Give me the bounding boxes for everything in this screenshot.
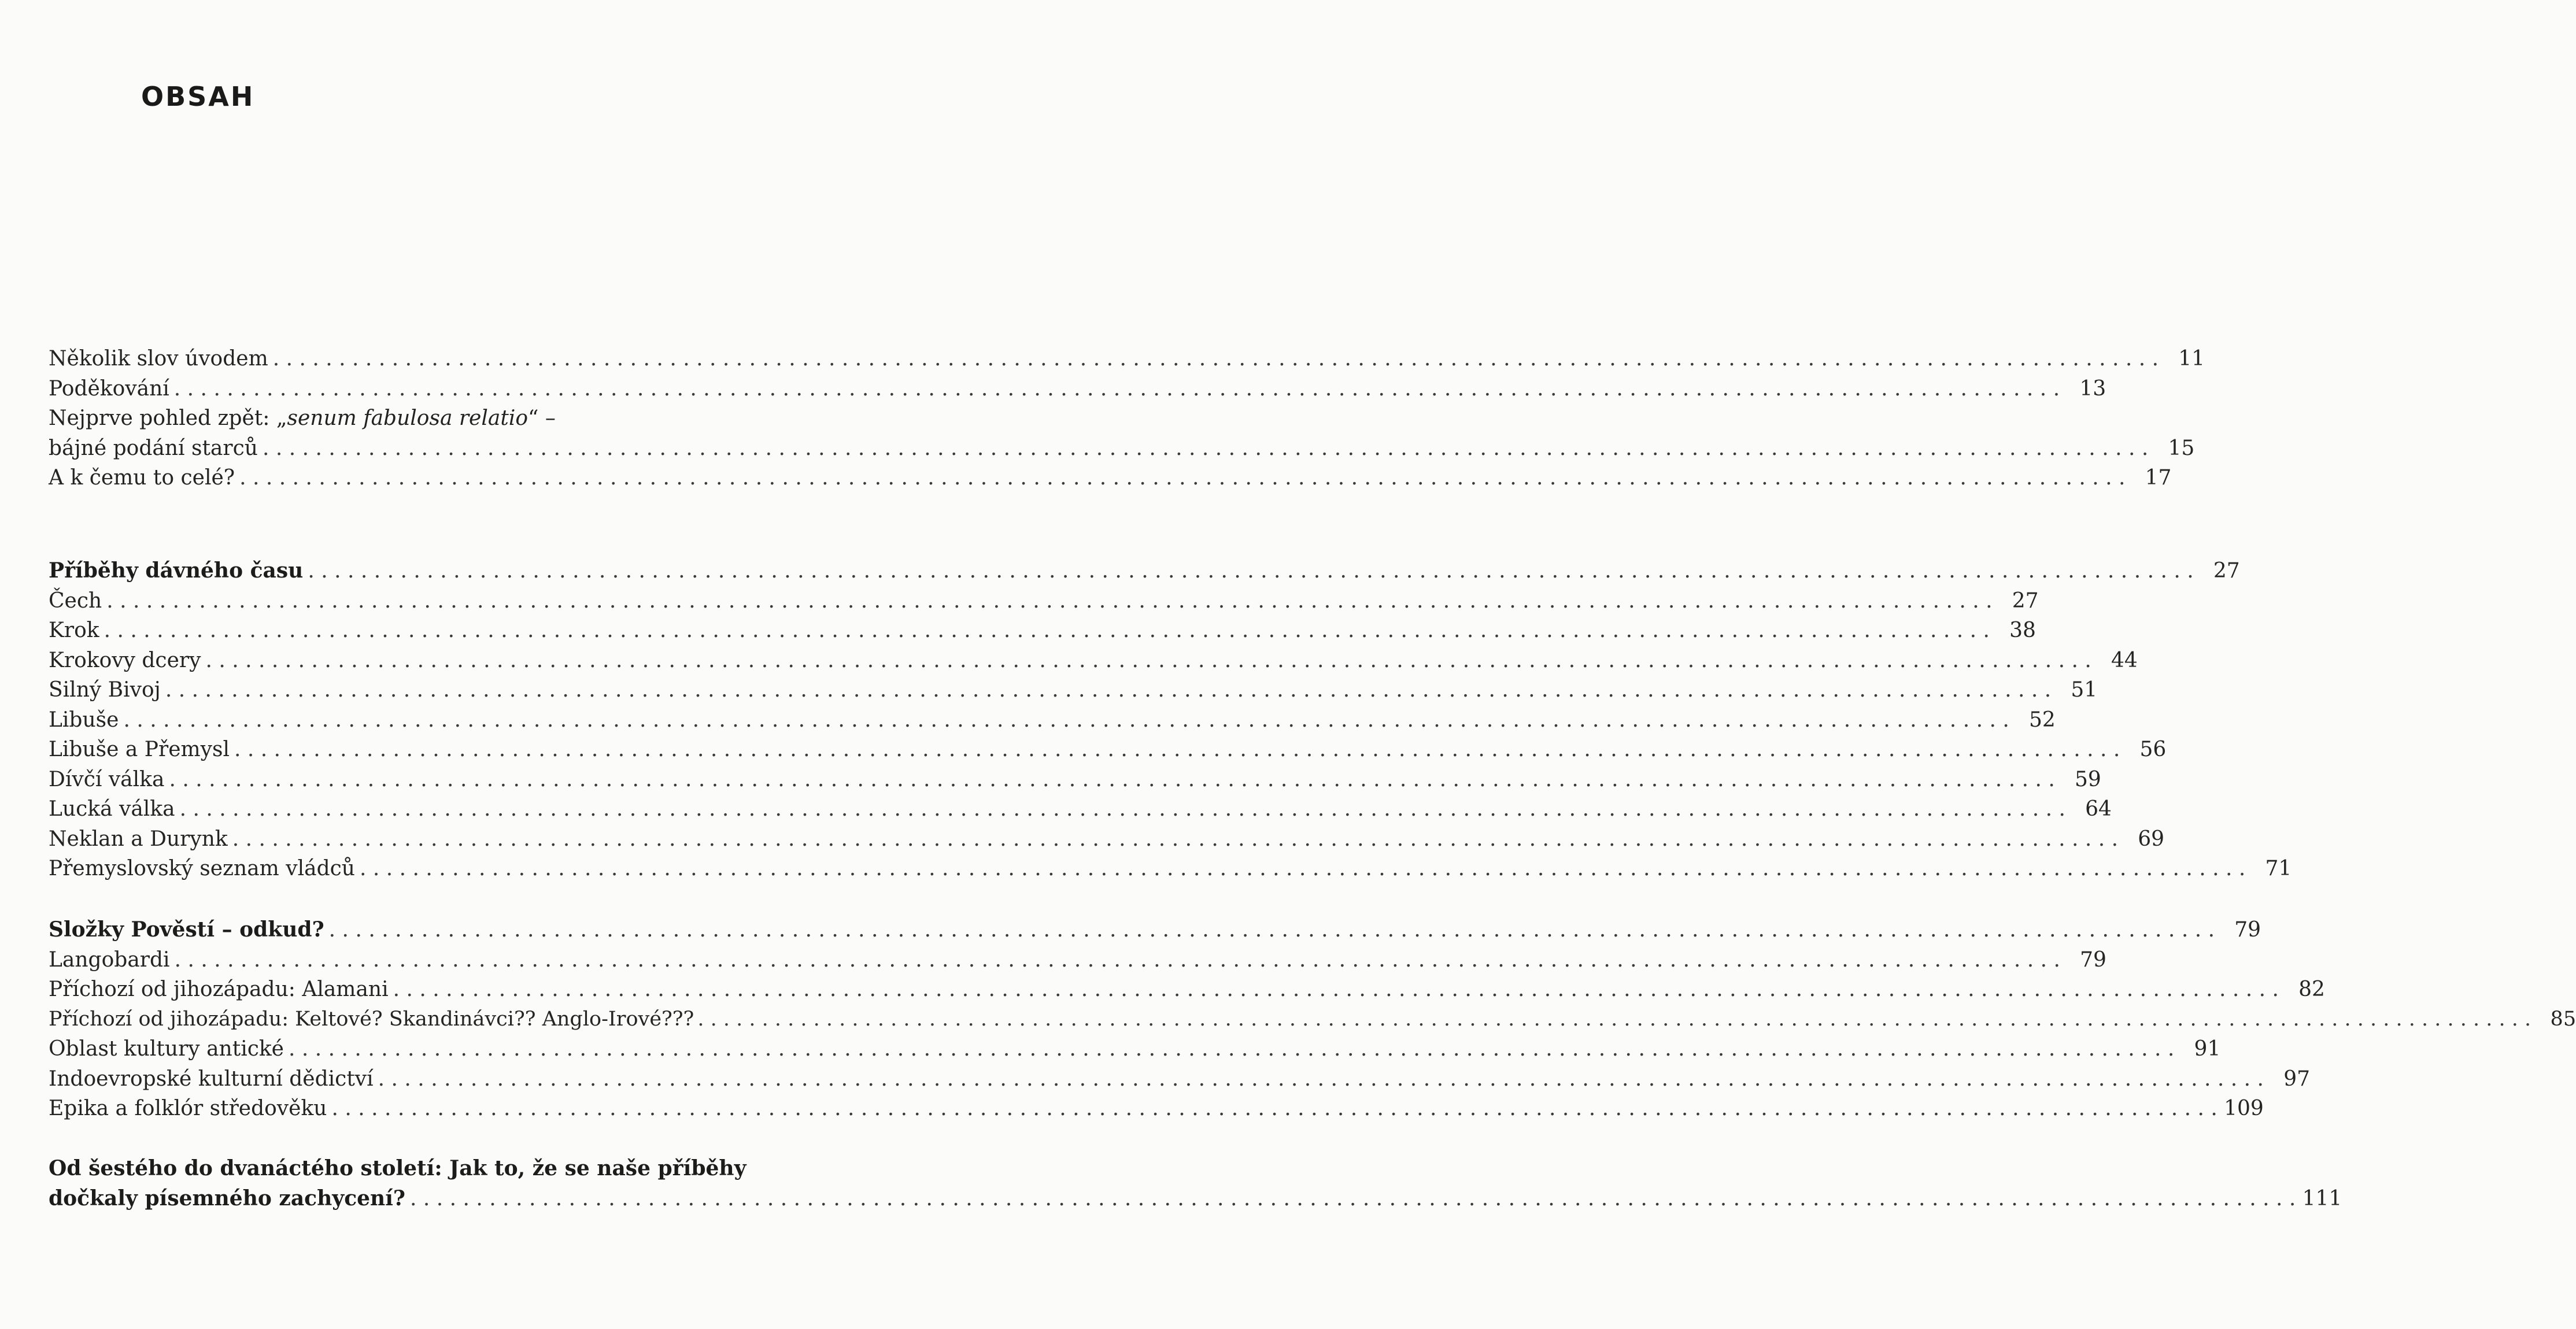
toc-entry-page: 38 xyxy=(2009,619,2036,642)
toc-leader-dots xyxy=(360,854,2245,884)
toc-leader-dots xyxy=(263,434,2148,464)
toc-entry xyxy=(49,1064,2310,1094)
toc-entry-label-part: “ – xyxy=(528,406,556,430)
toc-leader-dots xyxy=(169,765,2054,795)
toc-leader-dots xyxy=(393,975,2279,1005)
toc-intro-section xyxy=(49,344,2205,493)
toc-leader-dots xyxy=(165,675,2051,705)
toc-entry-page: 15 xyxy=(2168,436,2195,460)
toc-entry-page: 51 xyxy=(2071,678,2098,702)
toc-leader-dots xyxy=(308,556,2193,586)
toc-section-heading xyxy=(49,556,2240,586)
toc-leader-dots xyxy=(106,586,1992,616)
toc-entry-page: 27 xyxy=(2012,588,2039,613)
toc-entry-page: 52 xyxy=(2028,708,2056,732)
toc-entry xyxy=(49,1034,2221,1064)
toc-entry xyxy=(49,616,2036,646)
toc-entry xyxy=(49,794,2112,824)
toc-leader-dots xyxy=(378,1064,2264,1094)
toc-leader-dots xyxy=(205,646,2091,676)
toc-section-heading-label: dočkaly písemného zachycení? xyxy=(49,1186,405,1210)
toc-entry xyxy=(49,854,2292,884)
toc-entry-label: bájné podání starců xyxy=(49,436,258,460)
toc-section-heading-page: 79 xyxy=(2234,918,2261,942)
toc-leader-dots xyxy=(697,1005,2531,1035)
toc-entry xyxy=(49,344,2205,374)
toc-leader-dots xyxy=(175,945,2060,975)
toc-entry-page: 97 xyxy=(2283,1067,2310,1091)
toc-stories-section xyxy=(49,556,2292,884)
toc-entry-page: 59 xyxy=(2074,767,2101,791)
toc-entry xyxy=(49,765,2101,795)
toc-entry-label: A k čemu to celé? xyxy=(49,466,235,490)
toc-entry-label: Epika a folklór středověku xyxy=(49,1097,327,1120)
toc-section-heading-page: 27 xyxy=(2213,559,2240,583)
toc-entry-first-line xyxy=(49,403,796,434)
toc-entry xyxy=(49,945,2106,975)
toc-entry-page: 44 xyxy=(2111,648,2138,672)
toc-entry xyxy=(49,1094,2264,1124)
toc-section-heading xyxy=(49,1184,2342,1214)
toc-entry-page: 13 xyxy=(2079,376,2106,401)
toc-leader-dots xyxy=(289,1034,2174,1064)
toc-entry-label: Libuše xyxy=(49,708,119,732)
toc-entry-label: Neklan a Durynk xyxy=(49,827,228,851)
toc-entry-label-part: Nejprve pohled zpět: „ xyxy=(49,406,287,430)
toc-entry-page: 109 xyxy=(2224,1097,2264,1120)
toc-entry-page: 79 xyxy=(2080,947,2106,972)
toc-entry-label: Lucká válka xyxy=(49,797,175,821)
toc-entry-label: Několik slov úvodem xyxy=(49,347,268,371)
toc-entry-page: 11 xyxy=(2178,347,2205,371)
toc-entry-page: 85 xyxy=(2550,1007,2576,1031)
toc-section-heading-label: Složky Pověstí – odkud? xyxy=(49,917,324,942)
toc-entry-label: Indoevropské kulturní dědictví xyxy=(49,1067,374,1091)
toc-entry xyxy=(49,374,2106,404)
toc-entry-page: 71 xyxy=(2265,857,2292,880)
toc-entry xyxy=(49,586,2039,616)
toc-entry xyxy=(49,434,2195,464)
toc-entry xyxy=(49,675,2098,705)
toc-entry xyxy=(49,824,2165,854)
toc-entry xyxy=(49,1005,2576,1035)
toc-section-heading-label: Příběhy dávného času xyxy=(49,558,304,583)
toc-entry xyxy=(49,975,2325,1005)
toc-entry-page: 91 xyxy=(2194,1037,2221,1061)
toc-leader-dots xyxy=(123,705,2009,735)
toc-entry xyxy=(49,735,2167,765)
toc-entry xyxy=(49,646,2138,676)
toc-entry-label: Krok xyxy=(49,619,99,642)
toc-leader-dots xyxy=(331,1094,2217,1124)
toc-leader-dots xyxy=(234,735,2120,765)
toc-entry-label: Přemyslovský seznam vládců xyxy=(49,857,355,880)
toc-entry-label: Langobardi xyxy=(49,947,170,972)
toc-entry-page: 56 xyxy=(2139,738,2167,761)
toc-entry-page: 82 xyxy=(2298,978,2325,1001)
toc-entry-label: Čech xyxy=(49,588,102,613)
toc-leader-dots xyxy=(232,824,2118,854)
toc-leader-dots xyxy=(174,374,2060,404)
toc-entry xyxy=(49,463,2172,493)
toc-centuries-section xyxy=(49,1154,2342,1213)
toc-leader-dots xyxy=(273,344,2159,374)
toc-entry-page: 17 xyxy=(2145,466,2172,490)
toc-entry-label-italic: senum fabulosa relatio xyxy=(287,406,528,430)
toc-entry-label: Dívčí válka xyxy=(49,767,165,791)
toc-entry xyxy=(49,705,2056,735)
toc-section-heading-first-line: Od šestého do dvanáctého století: Jak to, že se naše příběhy xyxy=(49,1156,746,1180)
toc-leader-dots xyxy=(180,794,2065,824)
toc-sources-section xyxy=(49,915,2576,1124)
toc-leader-dots xyxy=(329,915,2215,945)
toc-section-heading xyxy=(49,915,2261,945)
toc-leader-dots xyxy=(104,616,1990,646)
toc-entry-label: Příchozí od jihozápadu: Keltové? Skandinávci?? Anglo-Irové??? xyxy=(49,1007,694,1031)
toc-entry-label: Oblast kultury antické xyxy=(49,1037,284,1061)
toc-leader-dots xyxy=(410,1184,2296,1214)
page-title: OBSAH xyxy=(141,81,255,112)
toc-entry-page: 64 xyxy=(2085,797,2112,821)
toc-leader-dots xyxy=(239,463,2125,493)
toc-section-heading-page: 111 xyxy=(2302,1186,2342,1210)
toc-entry-label: Krokovy dcery xyxy=(49,648,201,672)
toc-entry-label: Příchozí od jihozápadu: Alamani xyxy=(49,978,389,1001)
toc-entry-page: 69 xyxy=(2138,827,2165,851)
toc-entry-label: Libuše a Přemysl xyxy=(49,738,230,761)
toc-entry-label: Poděkování xyxy=(49,376,169,401)
toc-entry-label: Silný Bivoj xyxy=(49,678,161,702)
